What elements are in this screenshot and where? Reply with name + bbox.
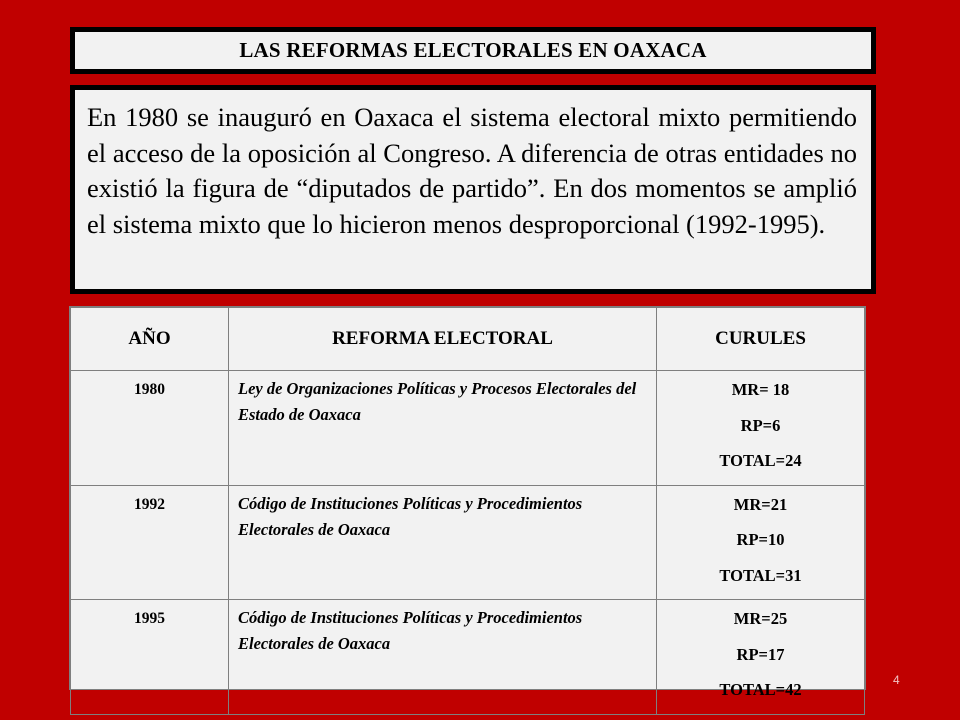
seats-rp: RP=10 <box>736 530 785 549</box>
header-year: AÑO <box>71 308 229 371</box>
header-seats: CURULES <box>657 308 865 371</box>
table-row <box>71 485 865 600</box>
slide-title: LAS REFORMAS ELECTORALES EN OAXACA <box>239 38 707 62</box>
slide-title-box <box>70 27 876 74</box>
seats-total: TOTAL=31 <box>719 565 802 585</box>
reforms-table <box>70 307 865 715</box>
seats-total: TOTAL=24 <box>719 451 802 470</box>
seats-rp: RP=6 <box>740 415 781 435</box>
row-seats <box>657 485 865 600</box>
table-row <box>71 371 865 486</box>
row-law: Ley de Organizaciones Políticas y Procesos Electorales del Estado de Oaxaca <box>229 371 657 486</box>
reforms-table-container <box>69 306 866 699</box>
seats-mr: MR=21 <box>733 494 788 514</box>
row-seats <box>657 600 865 715</box>
row-year: 1995 <box>71 600 229 715</box>
header-reform: REFORMA ELECTORAL <box>229 308 657 371</box>
table-header-row <box>71 308 865 371</box>
intro-paragraph: En 1980 se inauguró en Oaxaca el sistema electoral mixto permitiendo el acceso de la oposición al Congreso. A diferencia de otras entidades no existió la figura de “diputados de partido”. En dos momentos se amplió el sistema mixto que lo hicieron menos desproporcional (1992-1995). <box>87 102 857 239</box>
intro-text-box <box>70 85 876 294</box>
seats-mr: MR= 18 <box>731 380 790 399</box>
seats-mr: MR=25 <box>733 609 788 628</box>
row-law: Código de Instituciones Políticas y Procedimientos Electorales de Oaxaca <box>229 485 657 600</box>
row-law: Código de Instituciones Políticas y Procedimientos Electorales de Oaxaca <box>229 600 657 715</box>
table-row <box>71 600 865 715</box>
seats-total: TOTAL=42 <box>719 680 802 699</box>
row-year: 1992 <box>71 485 229 600</box>
row-seats <box>657 371 865 486</box>
page-number: 4 <box>893 673 900 687</box>
row-year: 1980 <box>71 371 229 486</box>
seats-rp: RP=17 <box>736 644 785 664</box>
